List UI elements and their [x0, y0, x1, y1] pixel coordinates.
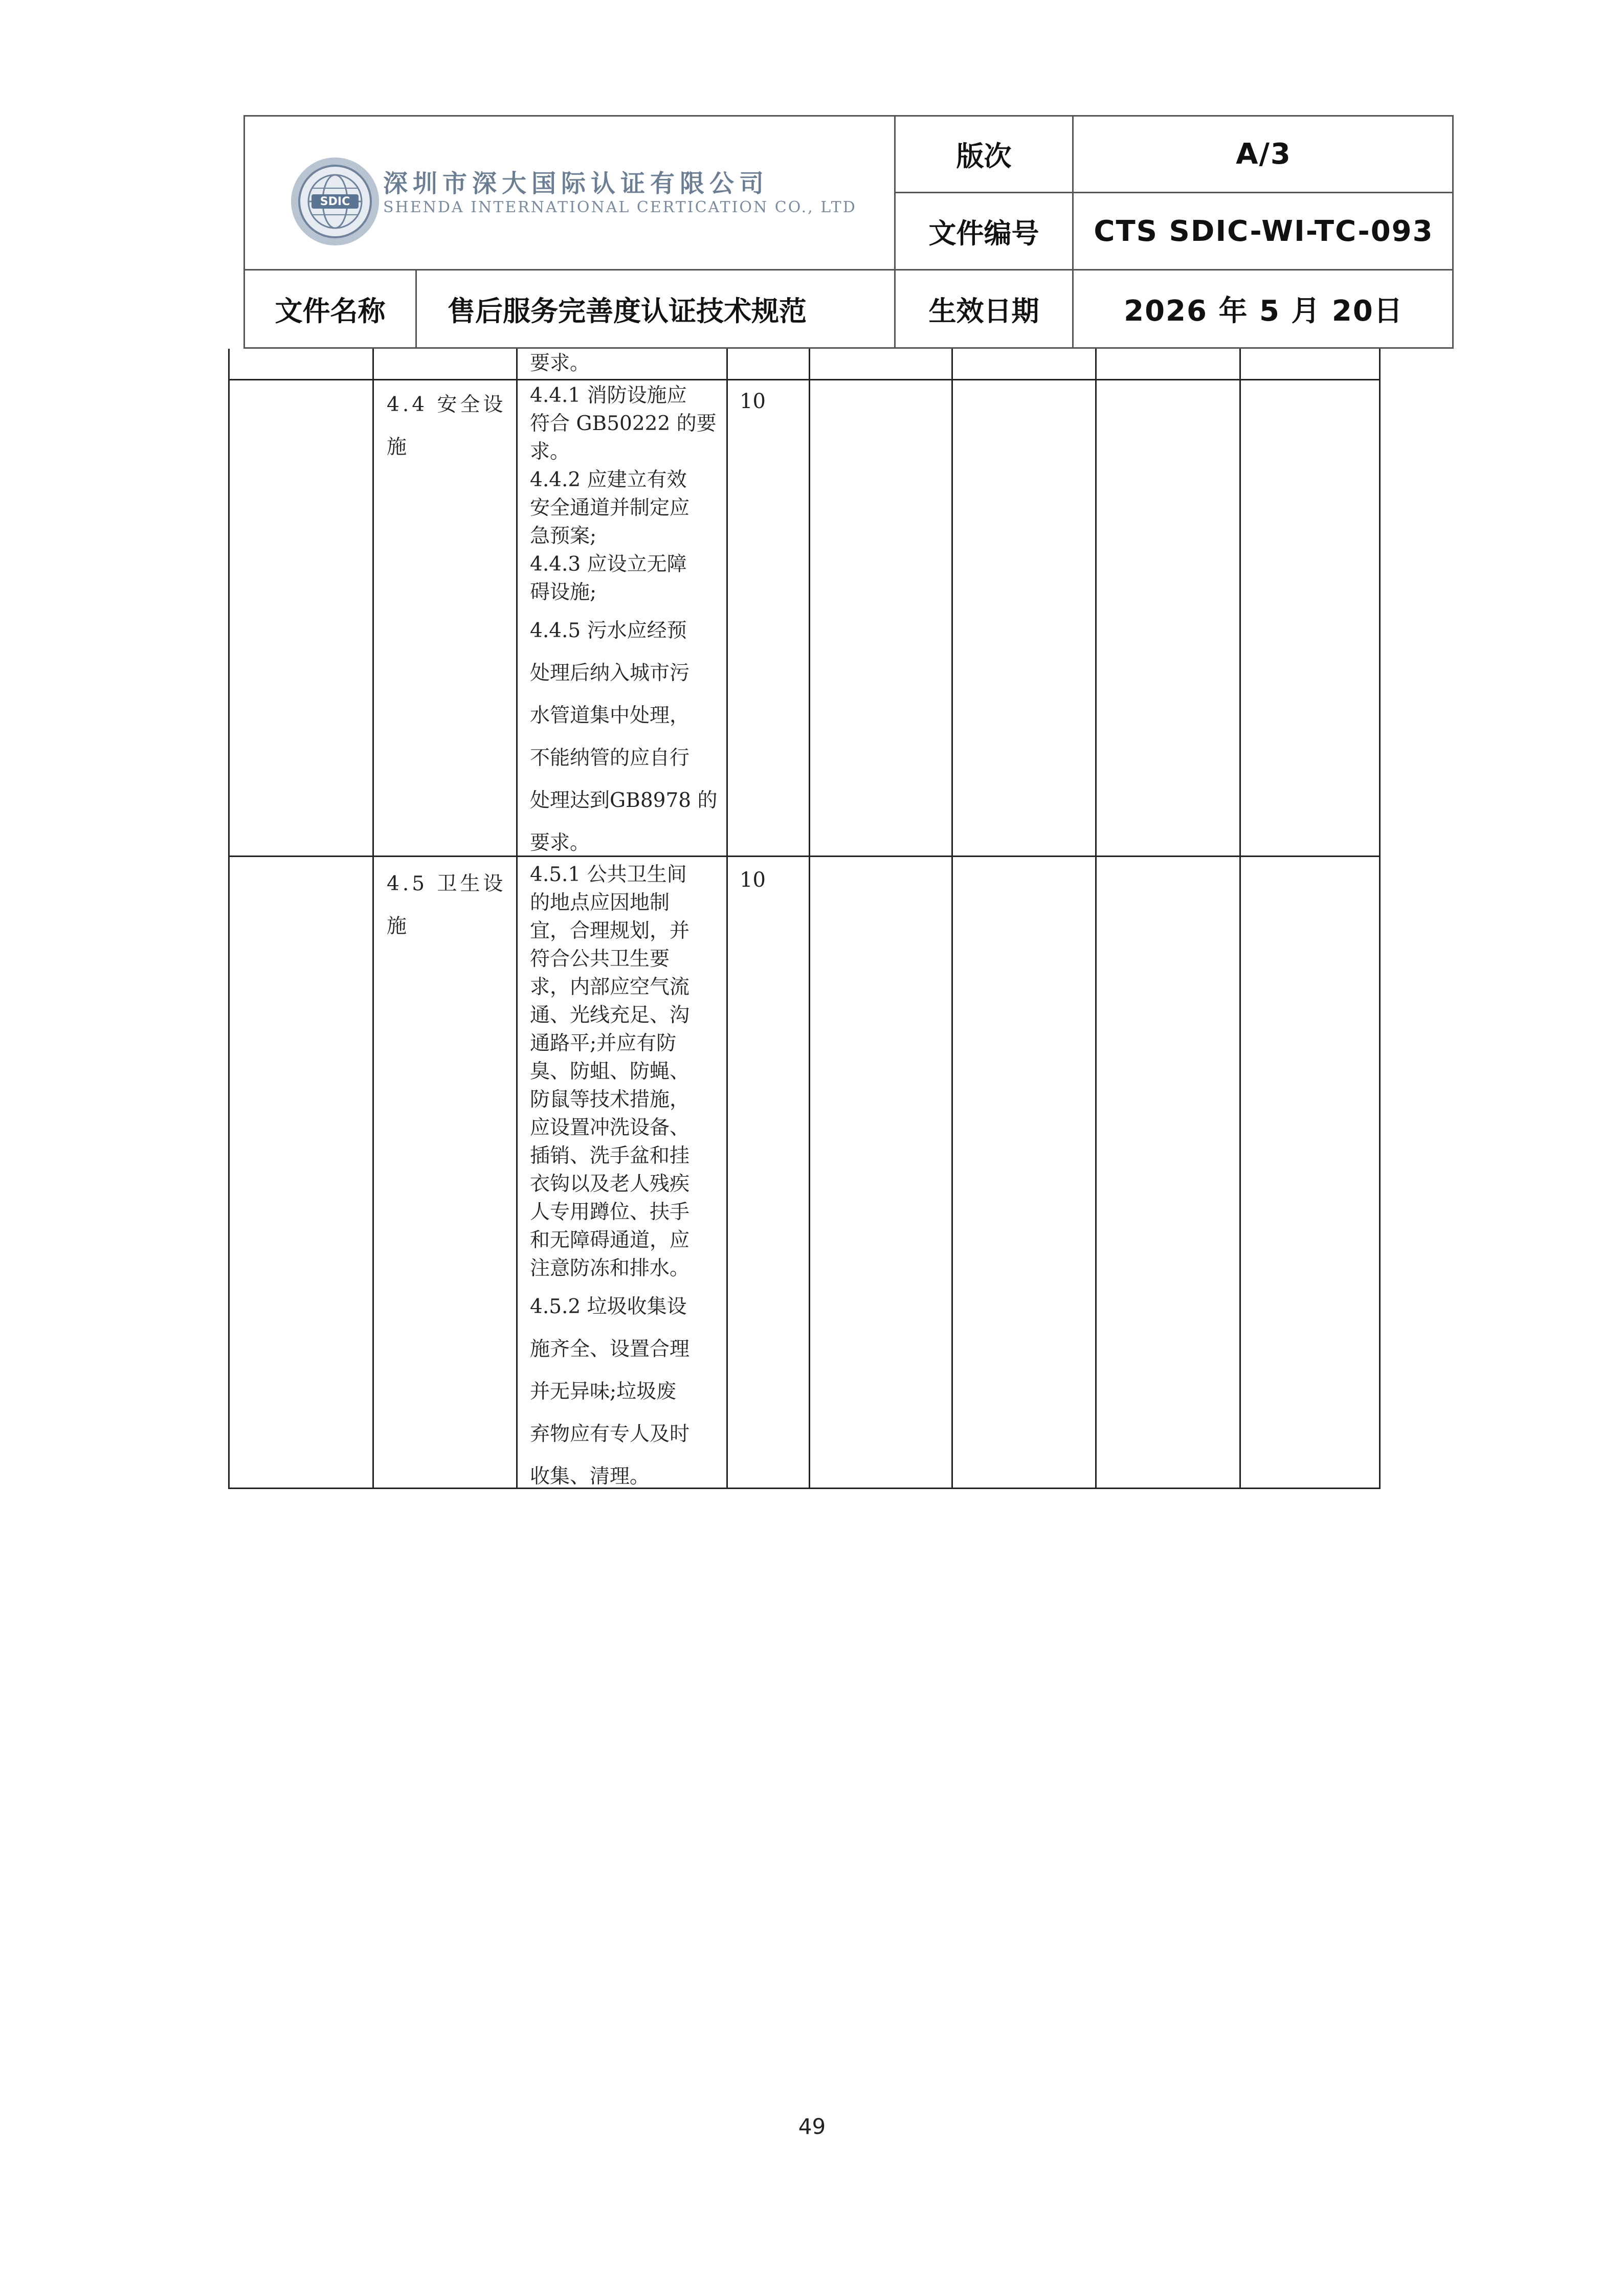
table-border — [726, 349, 728, 1489]
carryover-text: 要求。 — [530, 352, 590, 375]
requirement-line: 不能纳管的应自行 — [530, 747, 690, 770]
effective-date-value: 2026 年 5 月 20日 — [1124, 295, 1404, 328]
requirement-line: 4.5.2 垃圾收集设 — [530, 1295, 687, 1318]
requirement-line: 弃物应有专人及时 — [530, 1423, 690, 1446]
table-border — [1095, 349, 1097, 1489]
table-border — [951, 349, 953, 1489]
table-border — [228, 349, 230, 1489]
doc-name-value: 售后服务完善度认证技术规范 — [448, 295, 807, 327]
requirement-line: 处理达到GB8978 的 — [530, 789, 718, 812]
table-border — [516, 349, 518, 1489]
item-text: 施 — [387, 915, 407, 938]
criteria-table — [228, 349, 1381, 1489]
item-cell-4-4 — [387, 384, 506, 468]
requirement-line: 水管道集中处理， — [530, 704, 690, 727]
table-border — [809, 349, 810, 1489]
table-border — [228, 856, 1381, 857]
requirement-line: 的地点应因地制 — [530, 891, 670, 914]
document-header — [243, 115, 1454, 349]
requirement-line: 符合公共卫生要 — [530, 948, 670, 971]
score-cell-4-4: 10 — [740, 390, 766, 413]
score-cell-4-5: 10 — [740, 868, 766, 892]
table-border — [1239, 349, 1241, 1489]
requirement-line: 碍设施; — [530, 581, 597, 604]
requirement-line: 要求。 — [530, 831, 590, 854]
version-value: A/3 — [1236, 138, 1292, 171]
effective-date-label: 生效日期 — [928, 295, 1039, 327]
requirement-line: 防鼠等技术措施， — [530, 1088, 690, 1111]
company-name-en: SHENDA INTERNATIONAL CERTICATION CO., LTD — [383, 198, 857, 216]
requirement-line: 应设置冲洗设备、 — [530, 1116, 690, 1139]
requirement-line: 求。 — [530, 440, 570, 463]
requirement-line: 衣钩以及老人残疾 — [530, 1173, 690, 1196]
requirement-line: 通路平;并应有防 — [530, 1032, 677, 1055]
requirement-line: 收集、清理。 — [530, 1465, 650, 1488]
requirement-line: 符合 GB50222 的要 — [530, 412, 717, 435]
requirement-line: 人专用蹲位、扶手 — [530, 1201, 690, 1224]
page-number: 49 — [798, 2114, 826, 2139]
version-label: 版次 — [956, 140, 1012, 172]
table-border — [1379, 349, 1381, 1489]
requirement-line: 施齐全、设置合理 — [530, 1338, 690, 1361]
item-cell-4-5 — [387, 863, 506, 948]
item-text: 施 — [387, 436, 407, 459]
doc-number-value: CTS SDIC-WI-TC-093 — [1094, 214, 1434, 248]
requirement-line: 4.4.3 应设立无障 — [530, 553, 687, 576]
item-text: 4.4 安全设 — [387, 393, 506, 416]
requirement-line: 4.5.1 公共卫生间 — [530, 863, 687, 886]
requirement-line: 臭、防蛆、防蝇、 — [530, 1060, 690, 1083]
requirement-line: 宜，合理规划，并 — [530, 919, 690, 942]
requirement-line: 急预案; — [530, 525, 597, 548]
company-logo — [289, 155, 381, 247]
requirement-line: 通、光线充足、沟 — [530, 1004, 690, 1027]
requirement-line: 4.4.5 污水应经预 — [530, 619, 687, 642]
item-text: 4.5 卫生设 — [387, 872, 506, 895]
requirement-line: 并无异味;垃圾废 — [530, 1380, 677, 1403]
requirement-line: 插销、洗手盆和挂 — [530, 1144, 690, 1167]
requirement-line: 处理后纳入城市污 — [530, 662, 690, 685]
requirement-line: 和无障碍通道，应 — [530, 1229, 690, 1252]
doc-name-label: 文件名称 — [275, 295, 386, 327]
table-border — [228, 1488, 1381, 1489]
requirement-line: 注意防冻和排水。 — [530, 1257, 690, 1280]
company-name-cn: 深圳市深大国际认证有限公司 — [383, 169, 769, 198]
company-logo-block — [245, 117, 896, 269]
table-border — [228, 379, 1381, 380]
requirements-cell-4-4 — [530, 381, 717, 864]
doc-number-label: 文件编号 — [928, 217, 1039, 250]
requirement-line: 安全通道并制定应 — [530, 497, 690, 520]
requirements-cell-4-5 — [530, 861, 689, 1498]
table-border — [372, 349, 374, 1489]
requirement-line: 4.4.1 消防设施应 — [530, 384, 687, 407]
requirement-line: 4.4.2 应建立有效 — [530, 468, 687, 491]
requirement-line: 求，内部应空气流 — [530, 976, 690, 999]
logo-text: SDIC — [320, 195, 350, 208]
